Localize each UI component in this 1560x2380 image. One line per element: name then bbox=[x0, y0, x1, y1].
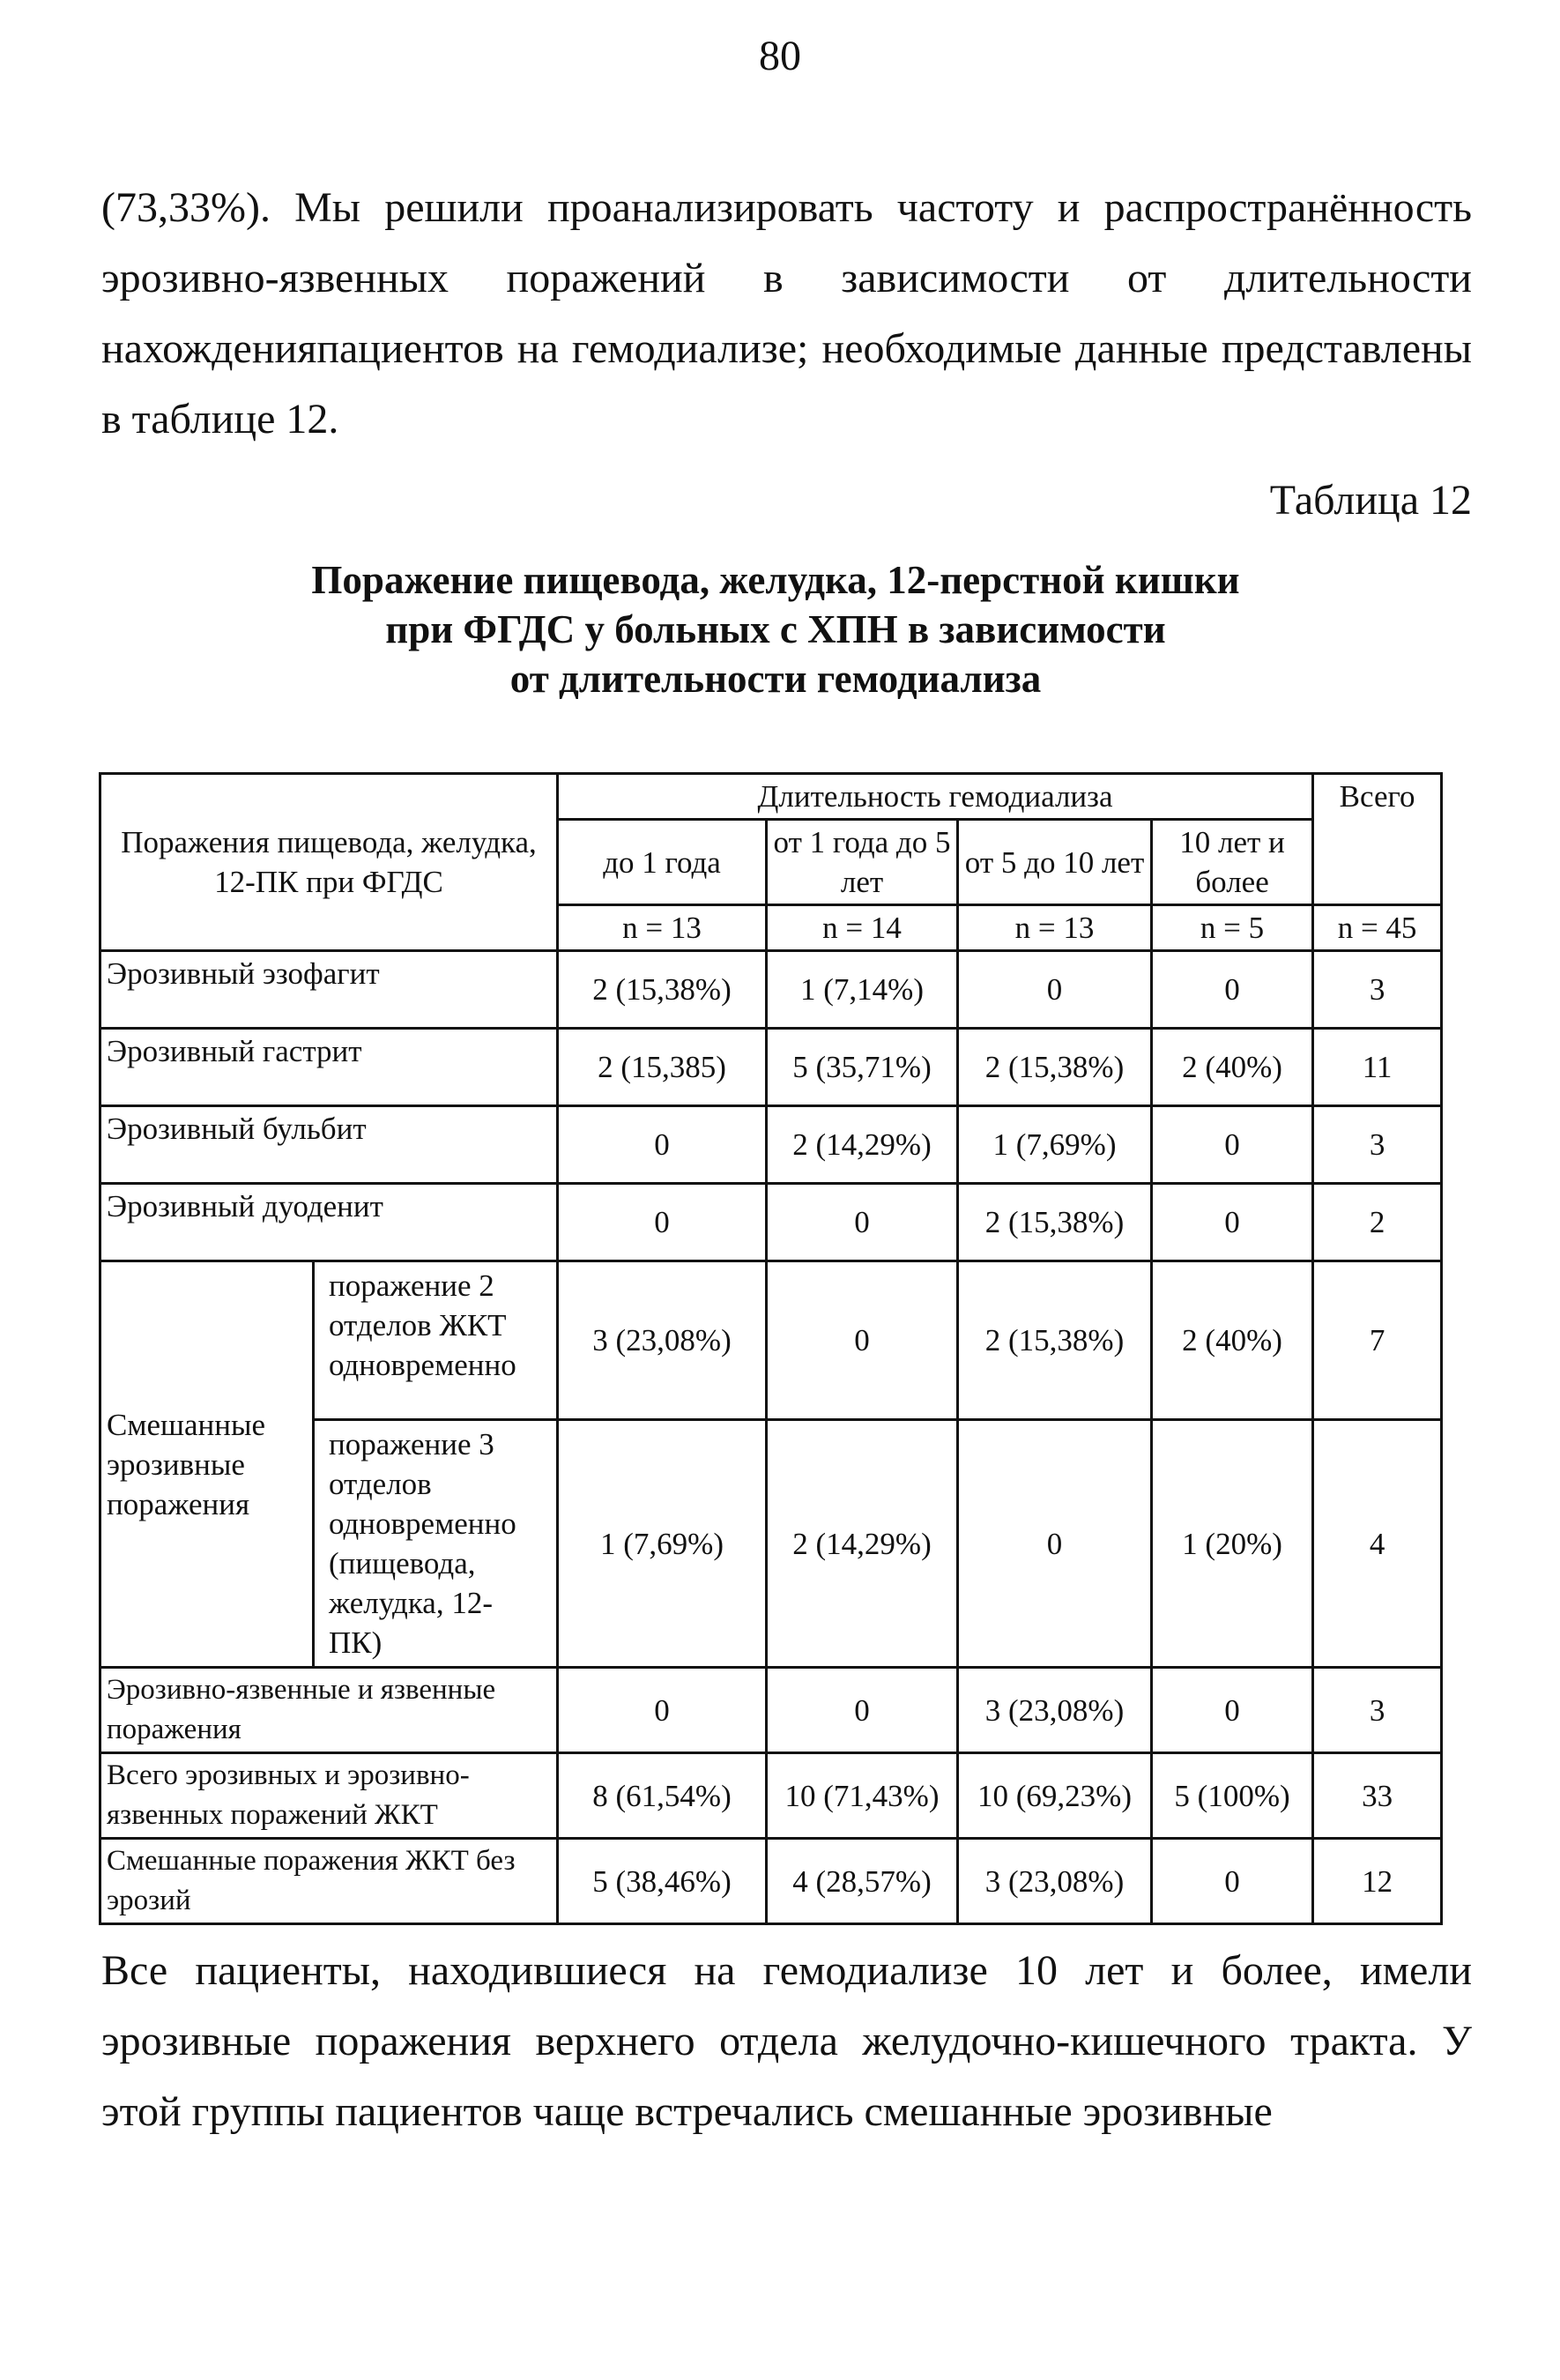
value-cell: 2 (15,385) bbox=[558, 1029, 767, 1106]
total-cell: 3 bbox=[1313, 951, 1442, 1029]
value-cell: 0 bbox=[767, 1184, 958, 1261]
total-header-cell: Всего bbox=[1313, 774, 1442, 905]
value-cell: 0 bbox=[1152, 1839, 1313, 1924]
value-cell: 1 (20%) bbox=[1152, 1420, 1313, 1668]
row-label-cell: Эрозивный дуоденит bbox=[100, 1184, 558, 1261]
value-cell: 5 (38,46%) bbox=[558, 1839, 767, 1924]
table-title-line: при ФГДС у больных с ХПН в зависимости bbox=[385, 607, 1166, 651]
value-cell: 2 (15,38%) bbox=[958, 1261, 1152, 1420]
row-label-cell: Эрозивный бульбит bbox=[100, 1106, 558, 1184]
table-row bbox=[100, 1029, 1442, 1106]
column-n-cell: n = 13 bbox=[958, 905, 1152, 951]
value-cell: 0 bbox=[1152, 1184, 1313, 1261]
mixed-group-label-cell: Смешанные эрозивные поражения bbox=[100, 1261, 314, 1668]
value-cell: 5 (100%) bbox=[1152, 1753, 1313, 1839]
table-title-line: Поражение пищевода, желудка, 12-перстной кишки bbox=[311, 558, 1240, 602]
value-cell: 3 (23,08%) bbox=[958, 1839, 1152, 1924]
table-title bbox=[101, 555, 1450, 703]
row-label-cell: Эрозивный гастрит bbox=[100, 1029, 558, 1106]
row-header-cell: Поражения пищевода, желудка, 12-ПК при ФГДС bbox=[100, 774, 558, 951]
table-row bbox=[100, 1668, 1442, 1753]
row-label-cell: Смешанные поражения ЖКТ без эрозий bbox=[100, 1839, 558, 1924]
value-cell: 0 bbox=[958, 1420, 1152, 1668]
total-n-cell: n = 45 bbox=[1313, 905, 1442, 951]
total-cell: 4 bbox=[1313, 1420, 1442, 1668]
row-label-cell: Эрозивный эзофагит bbox=[100, 951, 558, 1029]
value-cell: 0 bbox=[1152, 1106, 1313, 1184]
value-cell: 0 bbox=[1152, 1668, 1313, 1753]
total-cell: 7 bbox=[1313, 1261, 1442, 1420]
intro-paragraph: (73,33%). Мы решили проанализировать частоту и распространённость эрозивно-язвенных поражений в зависимости от длительности нахожденияпациентов на гемодиализе; необходимые данные представлены в таблице 12. bbox=[101, 184, 1472, 443]
group-header-cell: Длительность гемодиализа bbox=[558, 774, 1313, 820]
total-cell: 3 bbox=[1313, 1668, 1442, 1753]
value-cell: 4 (28,57%) bbox=[767, 1839, 958, 1924]
table-number: Таблица 12 bbox=[1269, 477, 1472, 524]
value-cell: 2 (40%) bbox=[1152, 1029, 1313, 1106]
value-cell: 0 bbox=[767, 1668, 958, 1753]
table-title-line: от длительности гемодиализа bbox=[509, 657, 1042, 701]
value-cell: 2 (15,38%) bbox=[958, 1184, 1152, 1261]
value-cell: 1 (7,69%) bbox=[958, 1106, 1152, 1184]
value-cell: 2 (14,29%) bbox=[767, 1106, 958, 1184]
value-cell: 10 (69,23%) bbox=[958, 1753, 1152, 1839]
value-cell: 0 bbox=[558, 1184, 767, 1261]
value-cell: 8 (61,54%) bbox=[558, 1753, 767, 1839]
value-cell: 3 (23,08%) bbox=[958, 1668, 1152, 1753]
column-header-cell: до 1 года bbox=[558, 820, 767, 905]
value-cell: 1 (7,14%) bbox=[767, 951, 958, 1029]
value-cell: 1 (7,69%) bbox=[558, 1420, 767, 1668]
total-cell: 2 bbox=[1313, 1184, 1442, 1261]
column-header-cell: 10 лет и более bbox=[1152, 820, 1313, 905]
value-cell: 0 bbox=[958, 951, 1152, 1029]
value-cell: 5 (35,71%) bbox=[767, 1029, 958, 1106]
column-n-cell: n = 14 bbox=[767, 905, 958, 951]
value-cell: 0 bbox=[558, 1106, 767, 1184]
column-n-cell: n = 5 bbox=[1152, 905, 1313, 951]
value-cell: 0 bbox=[1152, 951, 1313, 1029]
column-n-cell: n = 13 bbox=[558, 905, 767, 951]
table-row bbox=[100, 1753, 1442, 1839]
column-header-cell: от 5 до 10 лет bbox=[958, 820, 1152, 905]
value-cell: 3 (23,08%) bbox=[558, 1261, 767, 1420]
value-cell: 2 (40%) bbox=[1152, 1261, 1313, 1420]
subrow-label-cell: поражение 2 отделов ЖКТ одновременно bbox=[314, 1261, 558, 1420]
outro-paragraph: Все пациенты, находившиеся на гемодиализе 10 лет и более, имели эрозивные поражения верхнего отдела желудочно-кишечного тракта. У этой группы пациентов чаще встречались смешанные эрозивные bbox=[101, 1947, 1472, 2135]
value-cell: 2 (15,38%) bbox=[958, 1029, 1152, 1106]
table-row bbox=[100, 1184, 1442, 1261]
row-label-cell: Эрозивно-язвенные и язвенные поражения bbox=[100, 1668, 558, 1753]
page-number: 80 bbox=[759, 33, 801, 79]
row-label-cell: Всего эрозивных и эрозивно-язвенных поражений ЖКТ bbox=[100, 1753, 558, 1839]
table-row bbox=[100, 1261, 1442, 1420]
value-cell: 2 (15,38%) bbox=[558, 951, 767, 1029]
value-cell: 10 (71,43%) bbox=[767, 1753, 958, 1839]
table-row bbox=[100, 1106, 1442, 1184]
table-row bbox=[100, 1839, 1442, 1924]
data-table bbox=[99, 772, 1443, 1925]
value-cell: 0 bbox=[767, 1261, 958, 1420]
value-cell: 0 bbox=[558, 1668, 767, 1753]
table-row bbox=[100, 951, 1442, 1029]
total-cell: 33 bbox=[1313, 1753, 1442, 1839]
value-cell: 2 (14,29%) bbox=[767, 1420, 958, 1668]
total-cell: 11 bbox=[1313, 1029, 1442, 1106]
column-header-cell: от 1 года до 5 лет bbox=[767, 820, 958, 905]
total-cell: 12 bbox=[1313, 1839, 1442, 1924]
subrow-label-cell: поражение 3 отделов одновременно (пищевода, желудка, 12-ПК) bbox=[314, 1420, 558, 1668]
total-cell: 3 bbox=[1313, 1106, 1442, 1184]
